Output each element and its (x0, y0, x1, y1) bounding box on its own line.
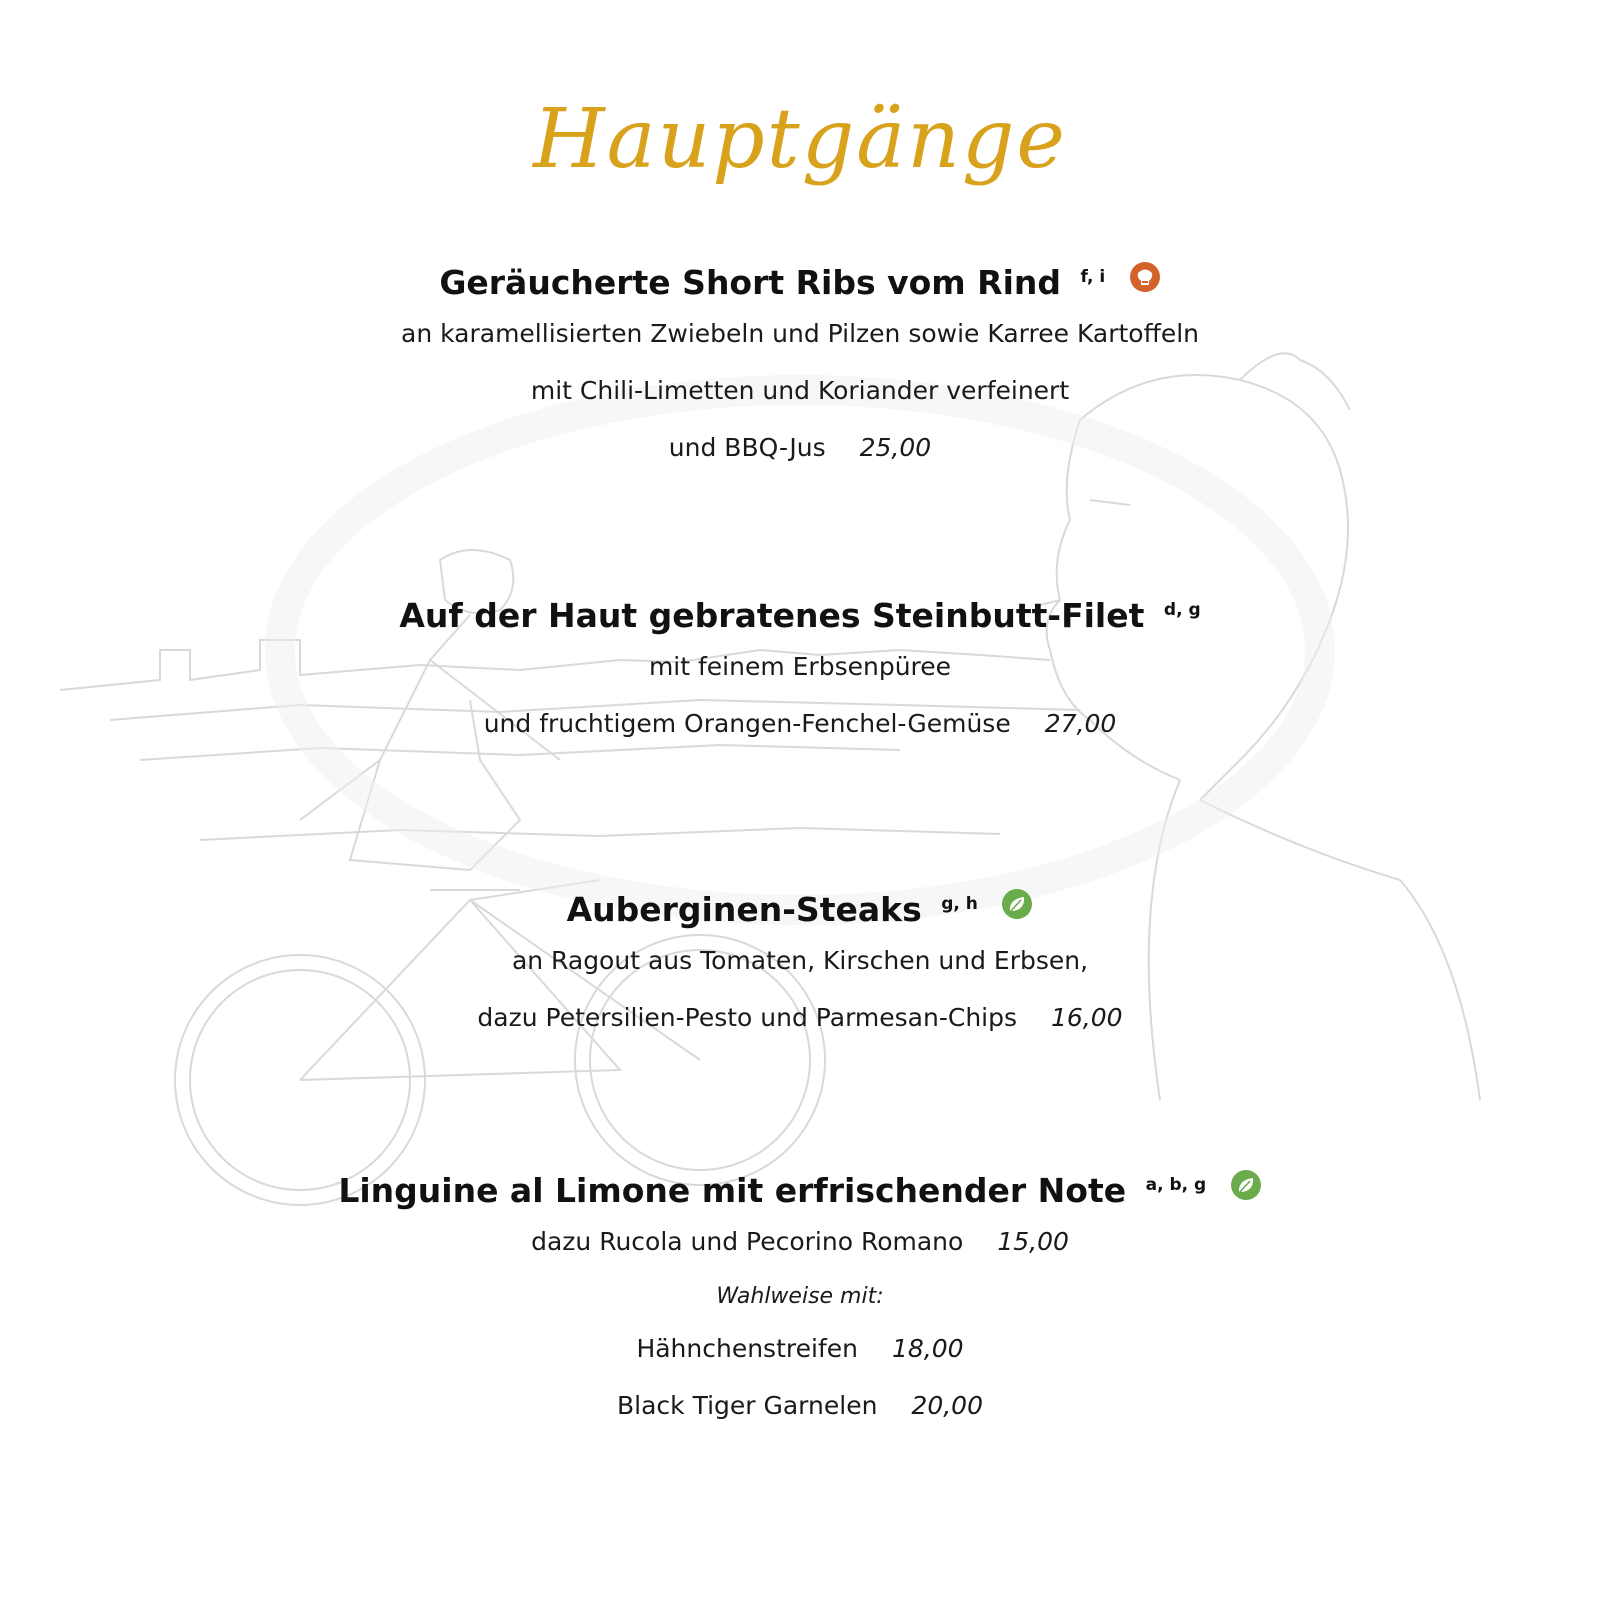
option-row (0, 1377, 1600, 1434)
dish-price: 16,00 (1051, 1003, 1123, 1032)
option-price: 18,00 (891, 1334, 964, 1363)
dish-description-line: und fruchtigem Orangen-Fenchel-Gemüse (483, 709, 1011, 738)
dish-name: Linguine al Limone mit erfrischender Note (338, 1171, 1127, 1210)
allergen-codes: a, b, g (1145, 1175, 1207, 1195)
dish-steinbutt (0, 588, 1600, 752)
dish-price: 15,00 (997, 1227, 1069, 1256)
dish-description-line: und BBQ-Jus (668, 433, 826, 462)
allergen-codes: f, i (1080, 267, 1106, 287)
page-title: Hauptgänge (533, 92, 1067, 187)
dish-short-ribs (0, 255, 1600, 476)
option-price: 20,00 (911, 1391, 983, 1420)
vegetarian-leaf-icon (1001, 888, 1033, 920)
hot-pepper-icon (1129, 261, 1161, 293)
dish-description-line: an karamellisierten Zwiebeln und Pilzen sowie Karree Kartoffeln (401, 319, 1199, 348)
vegetarian-leaf-icon (1230, 1169, 1262, 1201)
allergen-codes: g, h (941, 894, 978, 914)
dish-auberginen-steaks (0, 882, 1600, 1046)
dish-description-line: an Ragout aus Tomaten, Kirschen und Erbsen, (511, 946, 1089, 975)
allergen-codes: d, g (1163, 600, 1201, 620)
dish-name: Geräucherte Short Ribs vom Rind (439, 263, 1062, 302)
option-row (0, 1320, 1600, 1377)
dish-price: 25,00 (859, 433, 932, 462)
dish-description-line: dazu Rucola und Pecorino Romano (531, 1227, 964, 1256)
dish-price: 27,00 (1044, 709, 1117, 738)
option-note: Wahlweise mit: (716, 1284, 884, 1309)
option-label: Hähnchenstreifen (636, 1334, 858, 1363)
dish-linguine (0, 1163, 1600, 1434)
dish-description-line: mit Chili-Limetten und Koriander verfeinert (530, 376, 1070, 405)
dish-description-line: mit feinem Erbsenpüree (648, 652, 952, 681)
dish-name: Auberginen-Steaks (566, 890, 922, 929)
dish-description-line: dazu Petersilien-Pesto und Parmesan-Chips (477, 1003, 1017, 1032)
dish-name: Auf der Haut gebratenes Steinbutt-Filet (399, 596, 1145, 635)
option-label: Black Tiger Garnelen (616, 1391, 878, 1420)
